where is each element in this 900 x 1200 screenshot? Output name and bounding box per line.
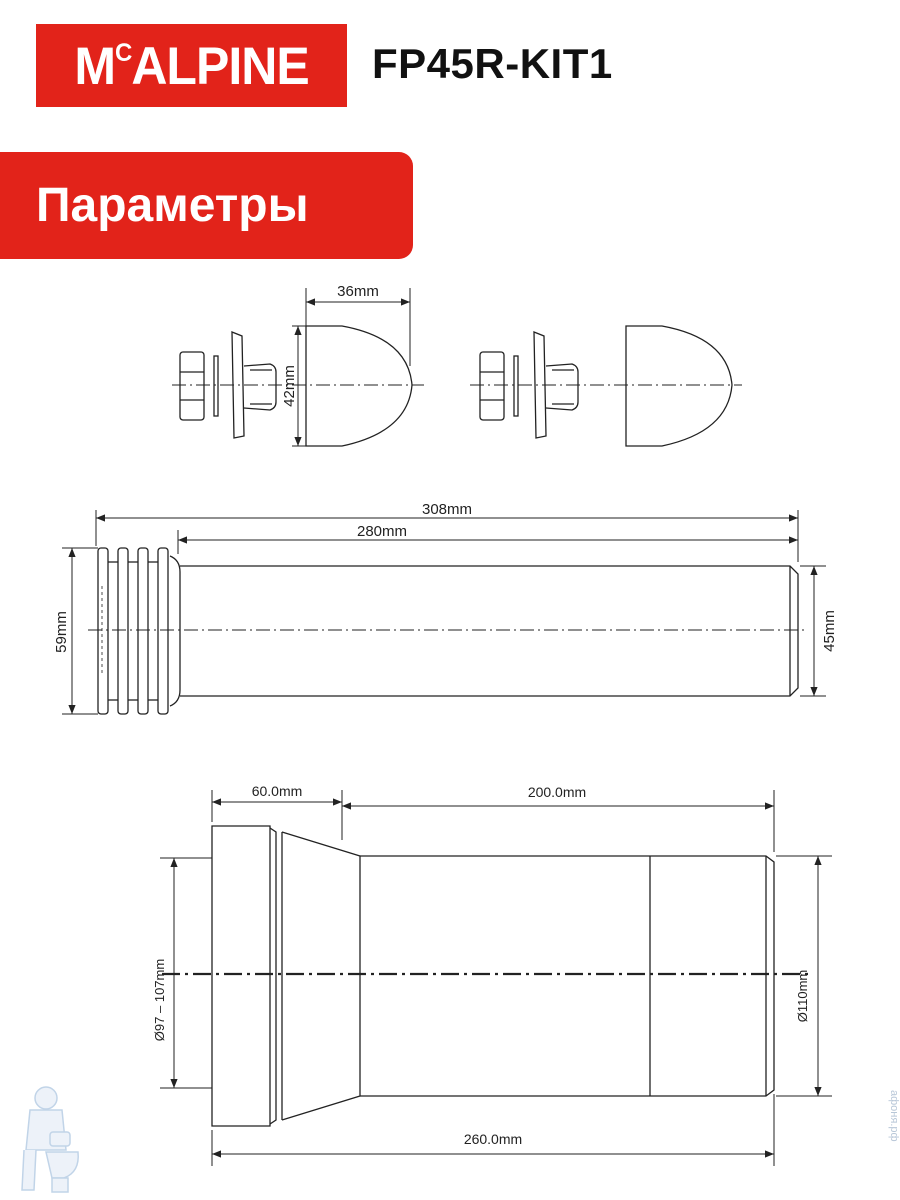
fig3-total-length-label: 260.0mm [463,1131,523,1147]
fig1-width-label: 36mm [337,283,379,300]
fig3-left-dia-label: Ø97 – 107mm [152,958,167,1042]
fig3-connector [212,826,774,1126]
section-title: Параметры [36,179,309,232]
fig1-height-label: 42mm [281,365,298,407]
brand-logo-text: $M^CALPINE$ [74,36,309,95]
watermark-text: афоня.рф [888,1090,900,1142]
fig2-pipe [98,548,798,714]
fig3-socket-length-label: 60.0mm [251,783,303,799]
fig2-right-dia-label: 45mm [821,610,838,652]
fig2-left-dia-label: 59mm [53,611,70,653]
fig2-total-length-label: 308mm [421,501,473,518]
model-code: FP45R-KIT1 [372,40,613,87]
plumber-mascot-icon [22,1087,78,1192]
fig3-pipe-length-label: 200.0mm [527,784,587,800]
fig1-cap-set-right [480,326,732,446]
fig3-right-dia-label: Ø110mm [795,969,810,1023]
fig2-pipe-length-label: 280mm [356,523,408,540]
